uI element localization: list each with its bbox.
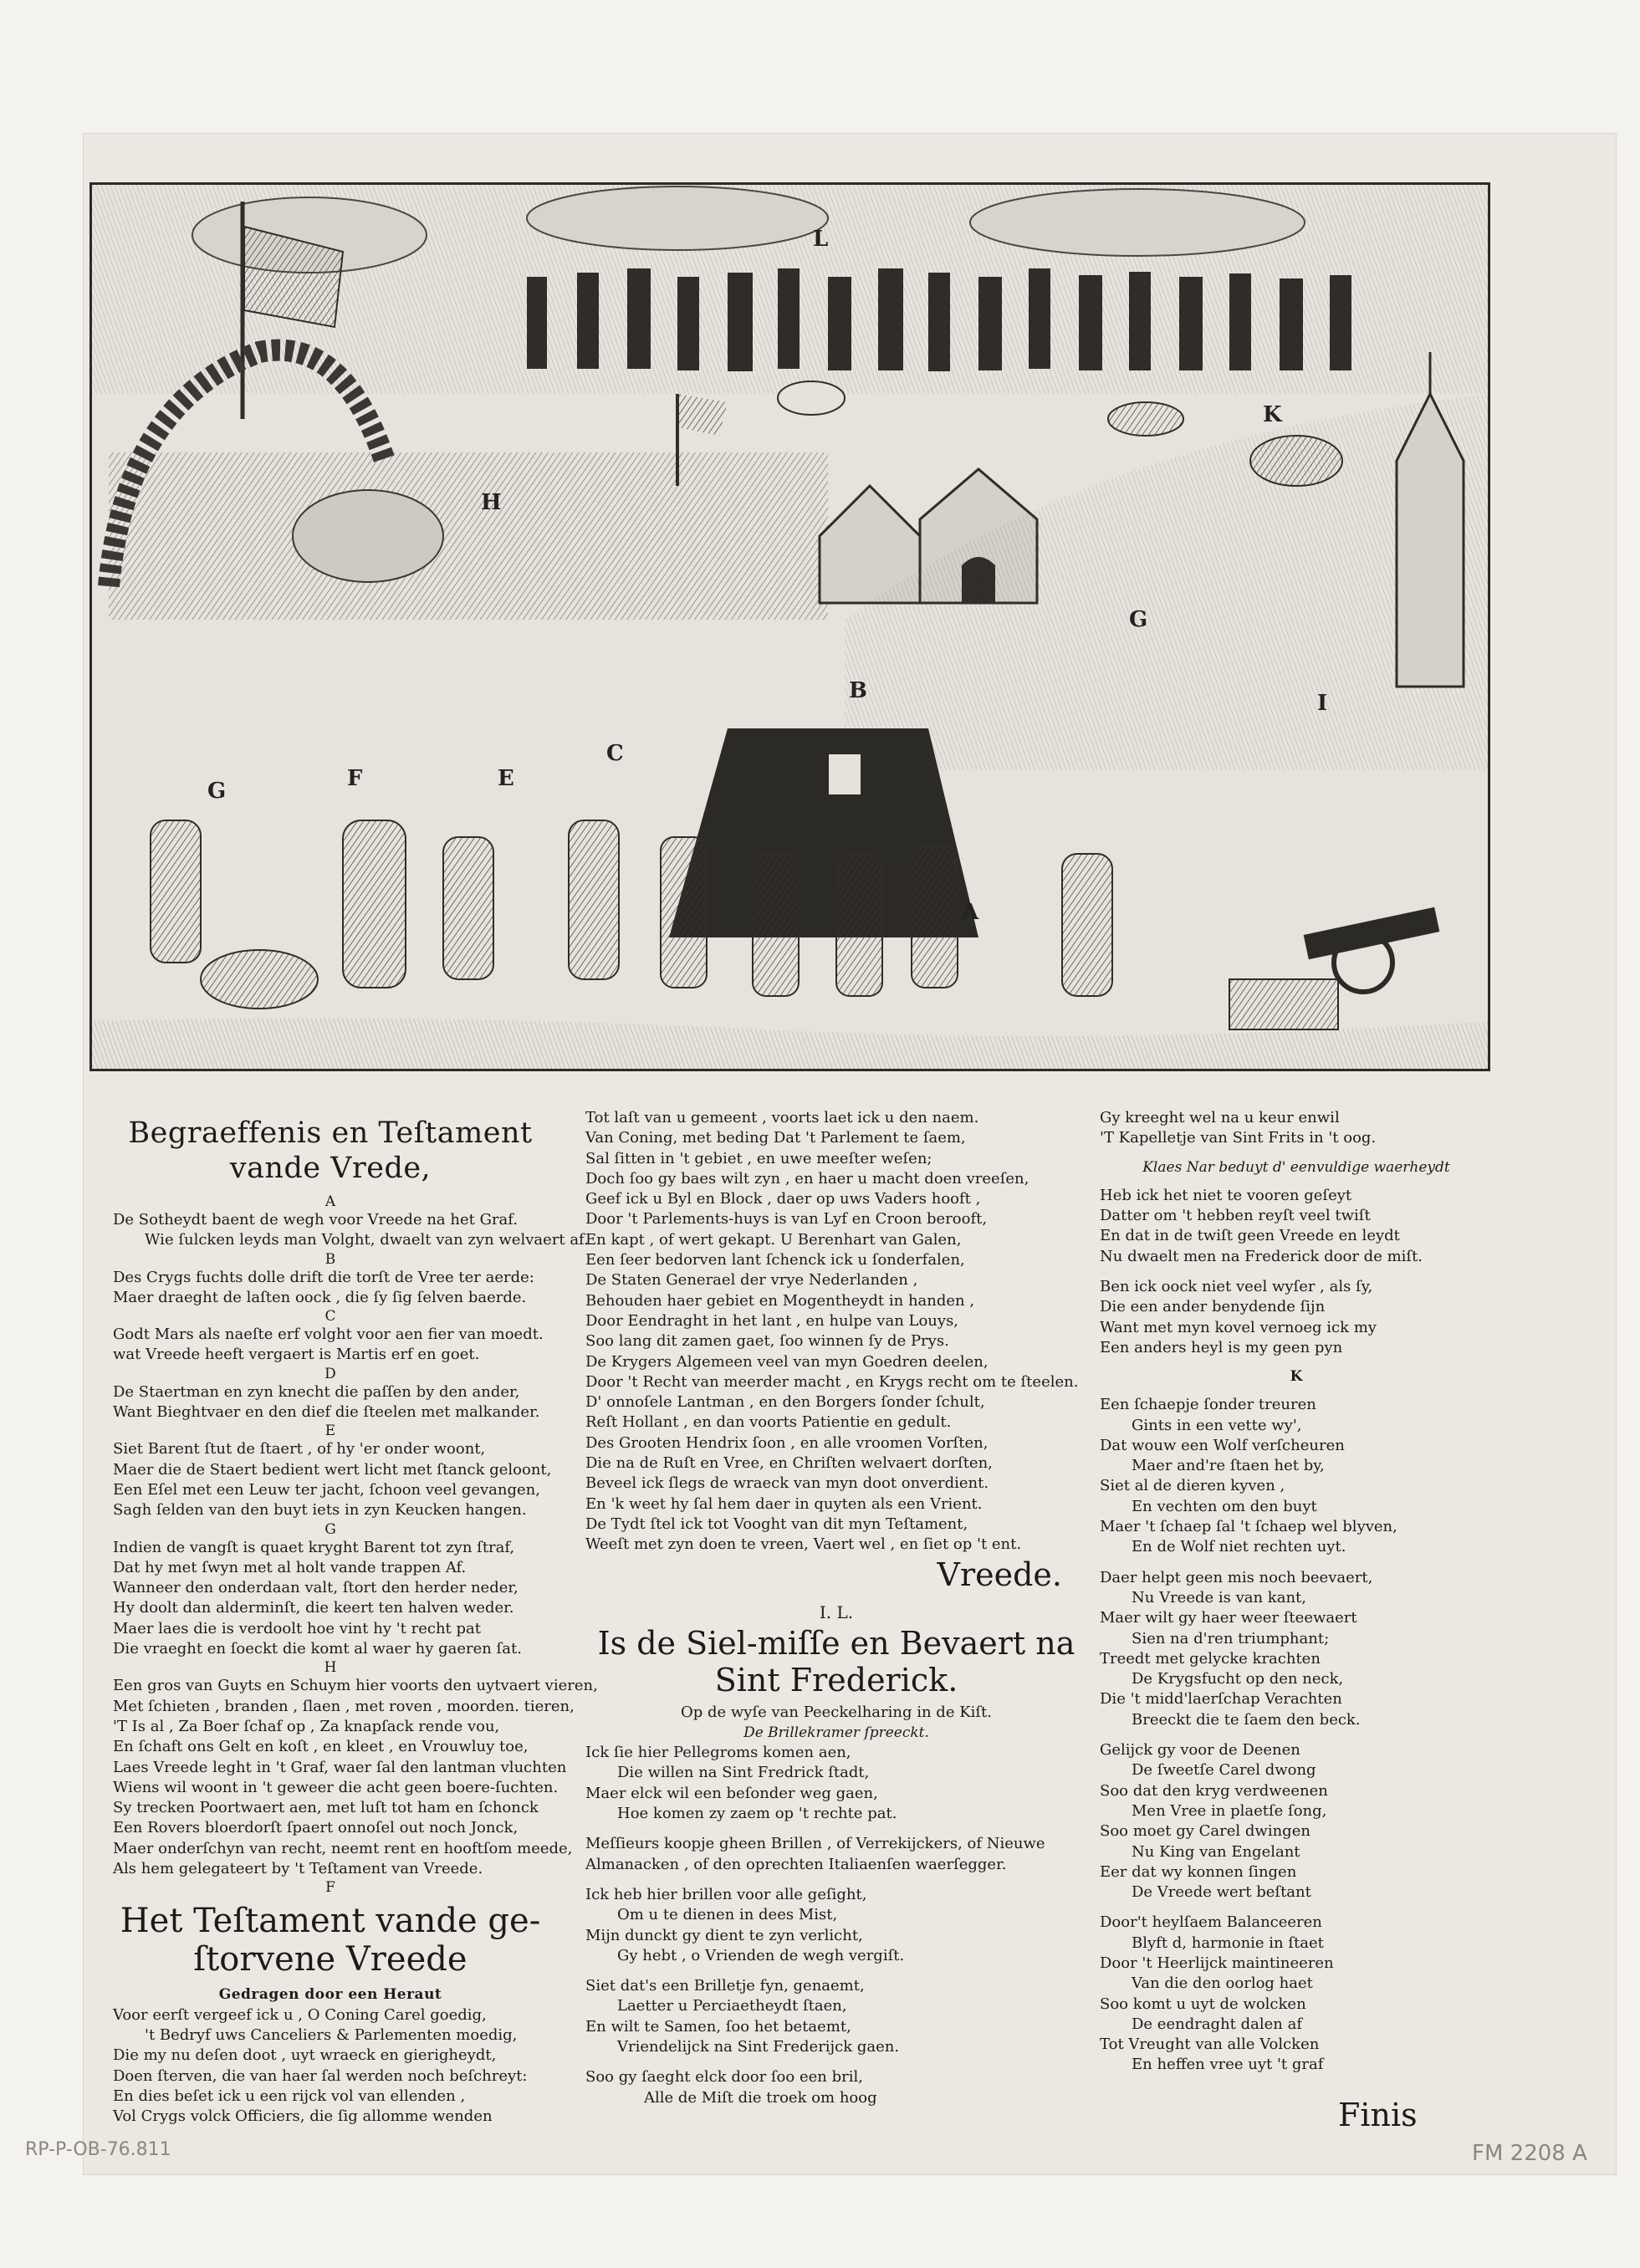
verse-line: Maer 't ſchaep ſal 't ſchaep wel blyven, xyxy=(1100,1518,1397,1536)
verse-line: Maer and're ſtaen het by, xyxy=(1132,1457,1325,1475)
verse-line: Laes Vreede leght in 't Graf, waer ſal den lantman vluchten xyxy=(113,1758,567,1776)
verse-line: De eendraght dalen af xyxy=(1132,2015,1303,2033)
catalogue-number: FM 2208 A xyxy=(1472,2141,1587,2166)
il-marker: I. L. xyxy=(819,1601,854,1622)
verse-v5 xyxy=(1100,1740,1493,1903)
verse-line: Maer wilt gy haer weer ſteewaert xyxy=(1100,1609,1357,1627)
verse-line: Wanneer den onderdaan valt, ſtort den herder neder, xyxy=(113,1579,519,1597)
title-vande-vrede: vande Vrede, xyxy=(229,1152,432,1185)
verse-line: Gy kreeght wel na u keur enwil xyxy=(1100,1109,1340,1126)
testament-line: Doen ſterven, die van haer ſal werden noch beſchreyt: xyxy=(113,2066,528,2085)
verse-line: Maer die de Staert bedient wert licht met ſtanck geloont, xyxy=(113,1460,552,1479)
verse-line: De Krygers Algemeen veel van myn Goedren deelen, xyxy=(585,1352,989,1371)
plate-letter-d: E xyxy=(498,766,514,791)
verse-line: 'T Kapelletje van Sint Frits in 't oog. xyxy=(1100,1129,1377,1147)
verse-line: Om u te dienen in dees Mist, xyxy=(617,1906,838,1924)
verse-line: Geef ick u Byl en Block , daer op uws Vaders hooft , xyxy=(585,1190,981,1208)
verse-line: Nu King van Engelant xyxy=(1132,1842,1300,1861)
verse-line: De ſweetſe Carel dwong xyxy=(1132,1761,1316,1780)
verse-1 xyxy=(585,1743,1087,1824)
verse-line: En wilt te Samen, ſoo het betaemt, xyxy=(585,2017,851,2036)
verse-line: Sy trecken Poortwaert aen, met luſt tot ham en ſchonck xyxy=(113,1799,539,1817)
verse-line: Breeckt die te ſaem den beck. xyxy=(1132,1710,1361,1729)
verse-line: Ick ſie hier Pellegroms komen aen, xyxy=(585,1744,851,1762)
verse-line: Heb ick het niet te vooren geſeyt xyxy=(1100,1186,1352,1204)
verse-line: De Sotheydt baent de wegh voor Vreede na het Graf. xyxy=(113,1211,519,1228)
verse-line: Een Eſel met een Leuw ter jacht, ſchoon veel gevangen, xyxy=(113,1480,540,1499)
verse-line: Van die den oorlog haet xyxy=(1132,1974,1313,1993)
plate-letter-i: I xyxy=(1317,691,1328,716)
carried-by-herald: Gedragen door een Heraut xyxy=(218,1986,442,2004)
verse-v4 xyxy=(1100,1568,1493,1730)
plate-letter-b: B xyxy=(849,678,867,703)
verse-line: Van Coning, met beding Dat 't Parlement te ſaem, xyxy=(585,1129,966,1147)
verse-line: Daer helpt geen mis noch beevaert, xyxy=(1100,1568,1373,1586)
verse-line: De Staten Generael der vrye Nederlanden , xyxy=(585,1271,918,1290)
plate-letter-h: H xyxy=(481,490,502,515)
verse-line: Des Crygs fuchts dolle drift die torſt de Vree ter aerde: xyxy=(113,1268,534,1286)
verse-line: Soo gy ſaeght elck door ſoo een bril, xyxy=(585,2068,863,2087)
tune-line: Op de wyſe van Peeckelharing in de Kiſt. xyxy=(680,1703,993,1721)
verse-line: Gelijck gy voor de Deenen xyxy=(1100,1741,1300,1760)
verse-line: De Krygsfucht op den neck, xyxy=(1132,1670,1344,1688)
verse-line: wat Vreede heeft vergaert is Martis erf en goet. xyxy=(113,1346,480,1364)
column-right xyxy=(1100,1108,1493,2134)
verse-line: Eer dat wy konnen ſingen xyxy=(1100,1862,1297,1881)
verse-line: Hoe komen zy zaem op 't rechte pat. xyxy=(617,1805,897,1823)
section-letter: E xyxy=(324,1423,336,1440)
plate-letter-f: G xyxy=(207,779,227,804)
verse-line: Sal ſitten in 't gebiet , en uwe meeſter weſen; xyxy=(585,1149,932,1167)
verse-line: Mijn dunckt gy dient te zyn verlicht, xyxy=(585,1926,863,1944)
title-testament: Het Teſtament vande ge- xyxy=(120,1902,541,1941)
verse-line: Des Grooten Hendrix ſoon , en alle vroomen Vorſten, xyxy=(585,1433,989,1452)
speaker-line: De Brillekramer ſpreeckt. xyxy=(743,1724,929,1741)
section-letter: D xyxy=(324,1365,336,1382)
verse-line: Een ſeer bedorven lant ſchenck ick u ſonderfalen, xyxy=(585,1251,965,1269)
verse-line: De Tydt ſtel ick tot Vooght van dit myn Teſtament, xyxy=(585,1515,968,1533)
verse-line: Indien de vangſt is quaet kryght Barent tot zyn ſtraf, xyxy=(113,1538,515,1556)
verse-line: Want met myn kovel vernoeg ick my xyxy=(1100,1318,1377,1336)
verse-line: Met ſchieten , branden , ſlaen , met roven , moorden. tieren, xyxy=(113,1697,575,1715)
verse-line: Nu dwaelt men na Frederick door de miſt. xyxy=(1100,1247,1423,1265)
verse-line: En de Wolf niet rechten uyt. xyxy=(1132,1538,1346,1556)
verse-line: Een Rovers bloerdorſt ſpaert onnoſel out noch Jonck, xyxy=(113,1819,519,1837)
title-siel-misse: Is de Siel-miſſe en Bevaert na xyxy=(597,1624,1075,1662)
verse-v2 xyxy=(1100,1277,1493,1358)
engraving-illustration xyxy=(92,185,1490,1071)
section-letter: C xyxy=(324,1308,336,1326)
verse-line: Siet dat's een Brilletje fyn, genaemt, xyxy=(585,1977,865,1995)
verse-line: Tot laſt van u gemeent , voorts laet ick u den naem. xyxy=(585,1109,979,1126)
sections-list xyxy=(113,1193,598,1879)
prose-block xyxy=(585,1834,1087,1875)
testament-line: 't Bedryf uws Canceliers & Parlementen moedig, xyxy=(145,2025,518,2044)
verse-line: Beveel ick ſlegs de wraeck van myn doot onverdient. xyxy=(585,1474,989,1493)
verse-line: Maer onderſchyn van recht, neemt rent en hooftſom meede, xyxy=(113,1839,573,1857)
verse-line: Alle de Miſt die troek om hoog xyxy=(644,2088,877,2107)
verse-line: Siet al de dieren kyven , xyxy=(1100,1477,1285,1495)
verse-v1 xyxy=(1100,1186,1493,1267)
verse-line: Maer draeght de laſten oock , die ſy ſig ſelven baerde. xyxy=(113,1288,527,1306)
verse-line: Een anders heyl is my geen pyn xyxy=(1100,1338,1343,1356)
verse-line: Die willen na Sint Fredrick ſtadt, xyxy=(617,1764,870,1782)
title-begraeffenis: Begraeffenis en Teſtament xyxy=(128,1116,533,1150)
column-left xyxy=(113,1108,598,2127)
section-letter: H xyxy=(324,1659,337,1677)
title-gestorvene: ſtorvene Vreede xyxy=(193,1940,467,1979)
verse-line: D' onnoſele Lantman , en den Borgers ſonder ſchult, xyxy=(585,1393,985,1412)
vreede-signature: Vreede. xyxy=(937,1555,1062,1593)
verse-line: Die 't midd'laerſchap Verachten xyxy=(1100,1690,1342,1709)
section-letter: G xyxy=(324,1520,336,1538)
testament-line: Die my nu deſen doot , uyt wraeck en gierigheydt, xyxy=(113,2046,497,2065)
verse-line: En 'k weet hy ſal hem daer in quyten als een Vrient. xyxy=(585,1494,983,1513)
verse-line: Treedt met gelycke krachten xyxy=(1100,1649,1321,1668)
verse-line: Doch ſoo gy baes wilt zyn , en haer u macht doen vreeſen, xyxy=(585,1169,1029,1188)
klaes-nar-line: Klaes Nar beduyt d' eenvuldige waerheydt xyxy=(1142,1158,1450,1176)
verse-line: Soo komt u uyt de wolcken xyxy=(1100,1995,1306,2013)
engraving-plate xyxy=(89,182,1490,1071)
plate-letter-k: K xyxy=(1263,402,1282,427)
verse-v3 xyxy=(1100,1395,1493,1557)
verse-line: Siet Barent ſtut de ſtaert , of hy 'er onder woont, xyxy=(113,1440,486,1458)
title-sint-frederick: Sint Frederick. xyxy=(714,1661,958,1698)
verse-line: En kapt , of wert gekapt. U Berenhart van Galen, xyxy=(585,1230,962,1249)
verse-line: Blyft d, harmonie in ſtaet xyxy=(1132,1933,1324,1952)
testament-line: Voor eerſt vergeef ick u , O Coning Carel goedig, xyxy=(113,2005,487,2024)
section-letter-f: F xyxy=(325,1879,335,1897)
verse-line: Ben ick oock niet veel wyſer , als ſy, xyxy=(1100,1278,1373,1296)
section-letter: B xyxy=(324,1250,336,1268)
verse-line: Reſt Hollant , en dan voorts Patientie en gedult. xyxy=(585,1413,952,1432)
verse-line: Door Eendraght in het lant , en hulpe van Louys, xyxy=(585,1311,959,1330)
verse-line: En vechten om den buyt xyxy=(1132,1497,1317,1515)
verse-line: Soo moet gy Carel dwingen xyxy=(1100,1822,1310,1841)
verse-line: Die een ander benydende ſijn xyxy=(1100,1298,1326,1316)
verse-line: Die vraeght en ſoeckt die komt al waer hy gaeren ſat. xyxy=(113,1640,522,1658)
verse-line: Want Bieghtvaer en den dief die ſteelen met malkander. xyxy=(113,1403,540,1422)
plate-letter-e: F xyxy=(347,766,363,791)
verse-line: 'T Is al , Za Boer ſchaf op , Za knapſack rende vou, xyxy=(113,1717,500,1735)
verse-line: Godt Mars als naeſte erf volght voor aen fier van moedt. xyxy=(113,1326,544,1344)
verse-line: Soo lang dit zamen gaet, ſoo winnen ſy de Prys. xyxy=(585,1332,949,1351)
plate-letter-a: A xyxy=(962,900,979,925)
verse-line: De Staertman en zyn knecht die paſſen by den ander, xyxy=(113,1382,520,1401)
plate-letter-l: L xyxy=(813,227,829,252)
verse-line: Meſſieurs koopje gheen Brillen , of Verrekijckers, of Nieuwe xyxy=(585,1835,1045,1853)
verse-line: Dat wouw een Wolf verſcheuren xyxy=(1100,1436,1345,1454)
testament-line: Vol Crygs volck Officiers, die ſig allomme wenden xyxy=(113,2107,493,2126)
verse-line: Door 't Parlements-huys is van Lyf en Croon berooft, xyxy=(585,1210,988,1228)
verse-line: Een gros van Guyts en Schuym hier voorts den uytvaert vieren, xyxy=(113,1677,598,1695)
verse-line: Een ſchaepje ſonder treuren xyxy=(1100,1396,1316,1414)
testament-line: En dies beſet ick u een rijck vol van ellenden , xyxy=(113,2087,466,2105)
verse-2 xyxy=(585,1885,1087,1966)
verse-line: Nu Vreede is van kant, xyxy=(1132,1588,1306,1606)
verse-line: Dat hy met ſwyn met al holt vande trappen Af. xyxy=(113,1558,467,1576)
verse-line: Die na de Ruſt en Vree, en Chriſten welvaert dorſten, xyxy=(585,1454,993,1473)
verse-line: Door 't Heerlijck maintineeren xyxy=(1100,1954,1334,1972)
verse-line: Sagh ſelden van den buyt iets in zyn Keucken hangen. xyxy=(113,1501,527,1520)
verse-line: Sien na d'ren triumphant; xyxy=(1132,1629,1330,1647)
section-letter: A xyxy=(324,1193,336,1210)
verse-3 xyxy=(585,1976,1087,2057)
verse-v6 xyxy=(1100,1913,1493,2075)
verse-line: Soo dat den kryg verdweenen xyxy=(1100,1781,1328,1800)
verse-line: Almanacken , of den oprechten Italiaenſen waerſegger. xyxy=(585,1855,1007,1873)
verse-line: Tot Vreught van alle Volcken xyxy=(1100,2036,1320,2054)
verse-line: Door 't Recht van meerder macht , en Krygs recht om te ſteelen. xyxy=(585,1372,1079,1391)
verse-top xyxy=(1100,1108,1493,1149)
finis: Finis xyxy=(1338,2096,1418,2133)
verse-line: Wie ſulcken leyds man Volght, dwaelt van zyn welvaert af. xyxy=(145,1231,589,1249)
verse-4 xyxy=(585,2067,1087,2108)
verse-line: Datter om 't hebben reyſt veel twiſt xyxy=(1100,1207,1371,1225)
verse-line: Vriendelijck na Sint Frederijck gaen. xyxy=(617,2037,900,2056)
section-letter-k: K xyxy=(1290,1368,1303,1386)
verse-line: Weeſt met zyn doen te vreen, Vaert wel , en ſiet op 't ent. xyxy=(585,1535,1022,1554)
plate-letter-c: C xyxy=(606,741,624,766)
verse-line: Laetter u Perciaetheydt ſtaen, xyxy=(617,1997,847,2015)
verse-line: Maer laes die is verdoolt hoe vint hy 't recht pat xyxy=(113,1619,481,1637)
verse-line: Men Vree in plaetſe ſong, xyxy=(1132,1801,1327,1820)
verse-line: En heffen vree uyt 't graf xyxy=(1132,2056,1324,2074)
plate-letter-g: G xyxy=(1129,607,1148,632)
verse-line: Door't heylſaem Balanceeren xyxy=(1100,1913,1322,1932)
verse-line: Ick heb hier brillen voor alle geſight, xyxy=(585,1885,867,1903)
testament-lines xyxy=(113,2005,548,2128)
verse-line: Hy doolt dan alderminſt, die keert ten halven weder. xyxy=(113,1599,514,1617)
verse-line: Wiens wil woont in 't geweer die acht geen boere-ſuchten. xyxy=(113,1778,559,1796)
verse-line: Als hem gelegateert by 't Teſtament van Vreede. xyxy=(113,1860,483,1878)
inventory-number: RP-P-OB-76.811 xyxy=(25,2139,171,2160)
verse-line: En ſchaft ons Gelt en koſt , en kleet , en Vrouwluy toe, xyxy=(113,1738,529,1756)
column-middle xyxy=(585,1108,1087,2108)
verse-line: Behouden haer gebiet en Mogentheydt in handen , xyxy=(585,1291,975,1310)
verse-line: De Vreede wert beſtant xyxy=(1132,1883,1311,1902)
verse-line: Gy hebt , o Vrienden de wegh vergiſt. xyxy=(617,1946,905,1964)
verse-line: En dat in de twiſt geen Vreede en leydt xyxy=(1100,1227,1400,1245)
testament-continued xyxy=(585,1108,1087,1555)
verse-line: Gints in een vette wy', xyxy=(1132,1416,1302,1434)
verse-line: Maer elck wil een beſonder weg gaen, xyxy=(585,1784,878,1802)
